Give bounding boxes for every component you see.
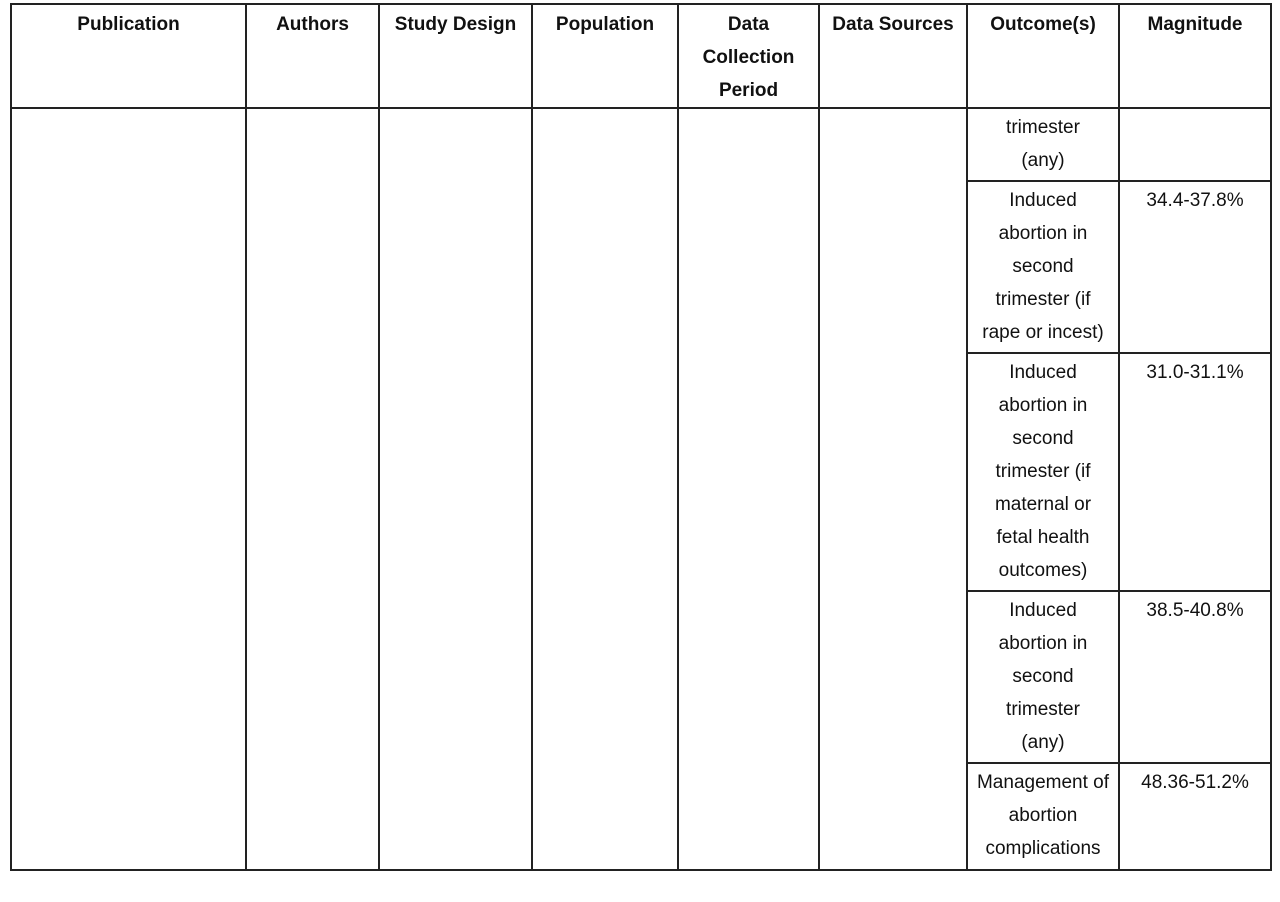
header-data-sources: Data Sources	[819, 4, 967, 108]
cell-authors	[246, 108, 379, 870]
table-row	[11, 108, 1271, 181]
cell-magnitude	[1119, 353, 1271, 591]
outcome-text: trimester (any)	[1006, 117, 1080, 171]
header-magnitude: Magnitude	[1119, 4, 1271, 108]
cell-publication	[11, 108, 246, 870]
cell-study-design	[379, 108, 532, 870]
outcome-text: Induced abortion in second trimester (if rape or incest)	[982, 190, 1104, 343]
cell-magnitude	[1119, 181, 1271, 353]
table-header-row	[11, 4, 1271, 108]
header-authors: Authors	[246, 4, 379, 108]
cell-magnitude	[1119, 108, 1271, 181]
header-study-design: Study Design	[379, 4, 532, 108]
cell-population	[532, 108, 678, 870]
results-table	[10, 3, 1272, 871]
cell-outcome	[967, 591, 1119, 763]
cell-outcome	[967, 353, 1119, 591]
outcome-text: Induced abortion in second trimester (any)	[998, 600, 1088, 753]
header-publication: Publication	[11, 4, 246, 108]
cell-outcome	[967, 108, 1119, 181]
header-population: Population	[532, 4, 678, 108]
outcome-text: Induced abortion in second trimester (if maternal or fetal health outcomes)	[994, 362, 1092, 581]
cell-data-sources	[819, 108, 967, 870]
outcome-text: Management of abortion complications	[976, 772, 1110, 859]
header-data-collection-period: Data Collection Period	[678, 4, 819, 108]
cell-magnitude	[1119, 763, 1271, 870]
cell-outcome	[967, 181, 1119, 353]
magnitude-text: 38.5-40.8%	[1146, 600, 1244, 621]
header-outcomes: Outcome(s)	[967, 4, 1119, 108]
cell-outcome	[967, 763, 1119, 870]
cell-magnitude	[1119, 591, 1271, 763]
cell-data-collection-period	[678, 108, 819, 870]
magnitude-text: 48.36-51.2%	[1141, 772, 1249, 793]
magnitude-text: 31.0-31.1%	[1146, 362, 1244, 383]
magnitude-text: 34.4-37.8%	[1146, 190, 1244, 211]
results-table-container	[10, 3, 1272, 871]
